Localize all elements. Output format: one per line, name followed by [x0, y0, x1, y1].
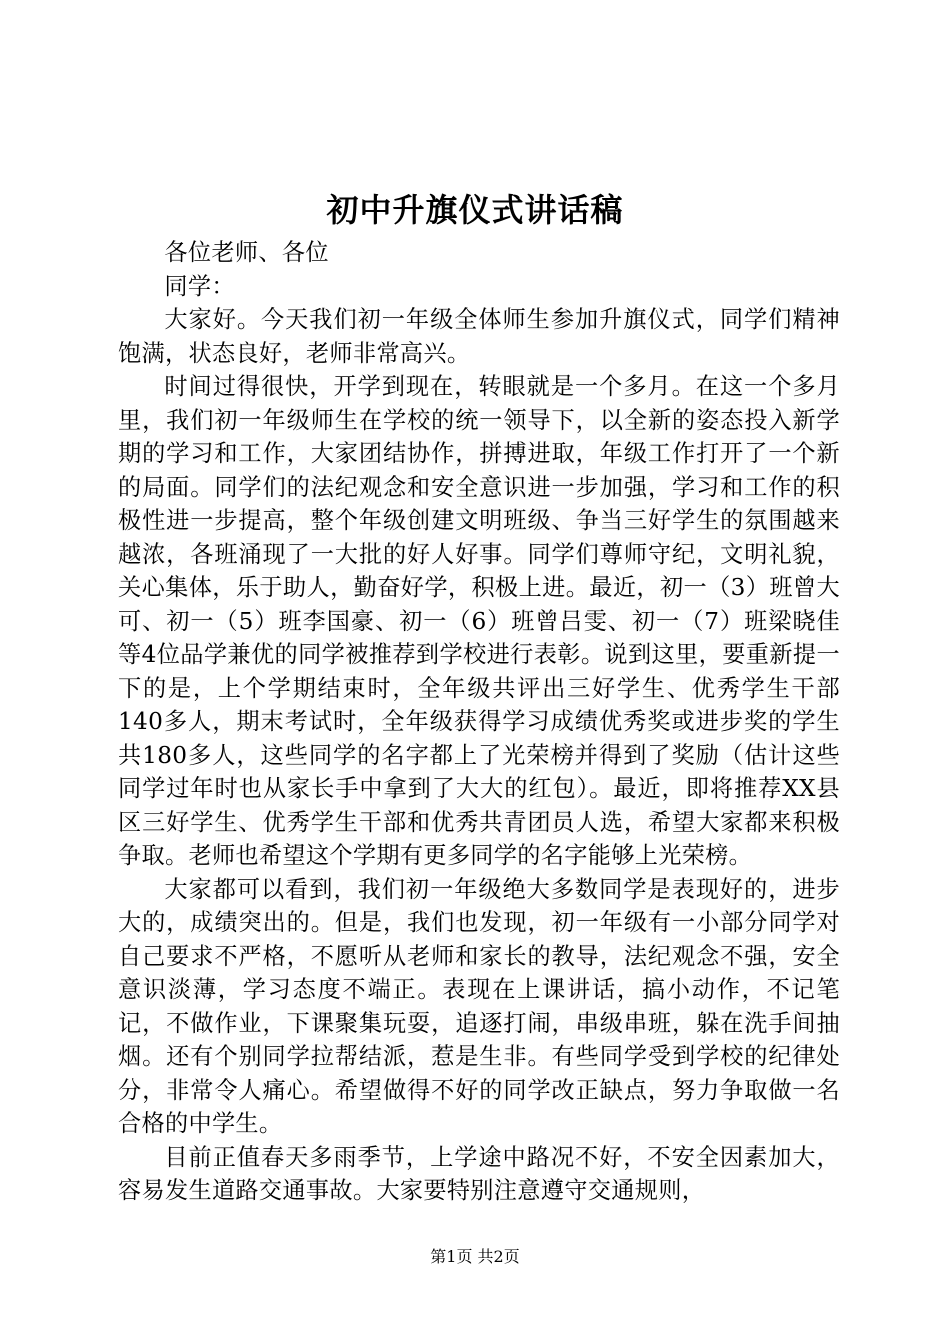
paragraph: 时间过得很快，开学到现在，转眼就是一个多月。在这一个多月里，我们初一年级师生在学校的统一领导下，以全新的姿态投入新学期的学习和工作，大家团结协作，拼搏进取，年级工作打开了一个新的局面。同学们的法纪观念和安全意识进一步加强，学习和工作的积极性进一步提高，整个年级创建文明班级、争当三好学生的氛围越来越浓，各班涌现了一大批的好人好事。同学们尊师守纪，文明礼貌，关心集体，乐于助人，勤奋好学，积极上进。最近，初一（3）班曾大可、初一（5）班李国豪、初一（6）班曾吕雯、初一（7）班梁晓佳等4位品学兼优的同学被推荐到学校进行表彰。说到这里，要重新提一下的是，上个学期结束时，全年级共评出三好学生、优秀学生干部140多人，期末考试时，全年级获得学习成绩优秀奖或进步奖的学生共180多人，这些同学的名字都上了光荣榜并得到了奖励（估计这些同学过年时也从家长手中拿到了大大的红包）。最近，即将推荐XX县区三好学生、优秀学生干部和优秀共青团员人选，希望大家都来积极争取。老师也希望这个学期有更多同学的名字能够上光荣榜。 [118, 373, 840, 869]
document-body [118, 236, 840, 1208]
page-number-footer: 第1页 共2页 [430, 1247, 520, 1266]
salutation-line-2: 同学： [164, 272, 235, 300]
paragraph: 目前正值春天多雨季节，上学途中路况不好，不安全因素加大，容易发生道路交通事故。大家要特别注意遵守交通规则， [118, 1143, 840, 1204]
document-title: 初中升旗仪式讲话稿 [326, 191, 624, 229]
paragraph: 大家都可以看到，我们初一年级绝大多数同学是表现好的，进步大的，成绩突出的。但是，我们也发现，初一年级有一小部分同学对自己要求不严格，不愿听从老师和家长的教导，法纪观念不强，安全意识淡薄，学习态度不端正。表现在上课讲话，搞小动作，不记笔记，不做作业，下课聚集玩耍，追逐打闹，串级串班，躲在洗手间抽烟。还有个别同学拉帮结派，惹是生非。有些同学受到学校的纪律处分，非常令人痛心。希望做得不好的同学改正缺点，努力争取做一名合格的中学生。 [118, 875, 840, 1137]
paragraph: 大家好。今天我们初一年级全体师生参加升旗仪式，同学们精神饱满，状态良好，老师非常高兴。 [118, 306, 840, 367]
salutation-line-1: 各位老师、各位 [164, 239, 329, 266]
